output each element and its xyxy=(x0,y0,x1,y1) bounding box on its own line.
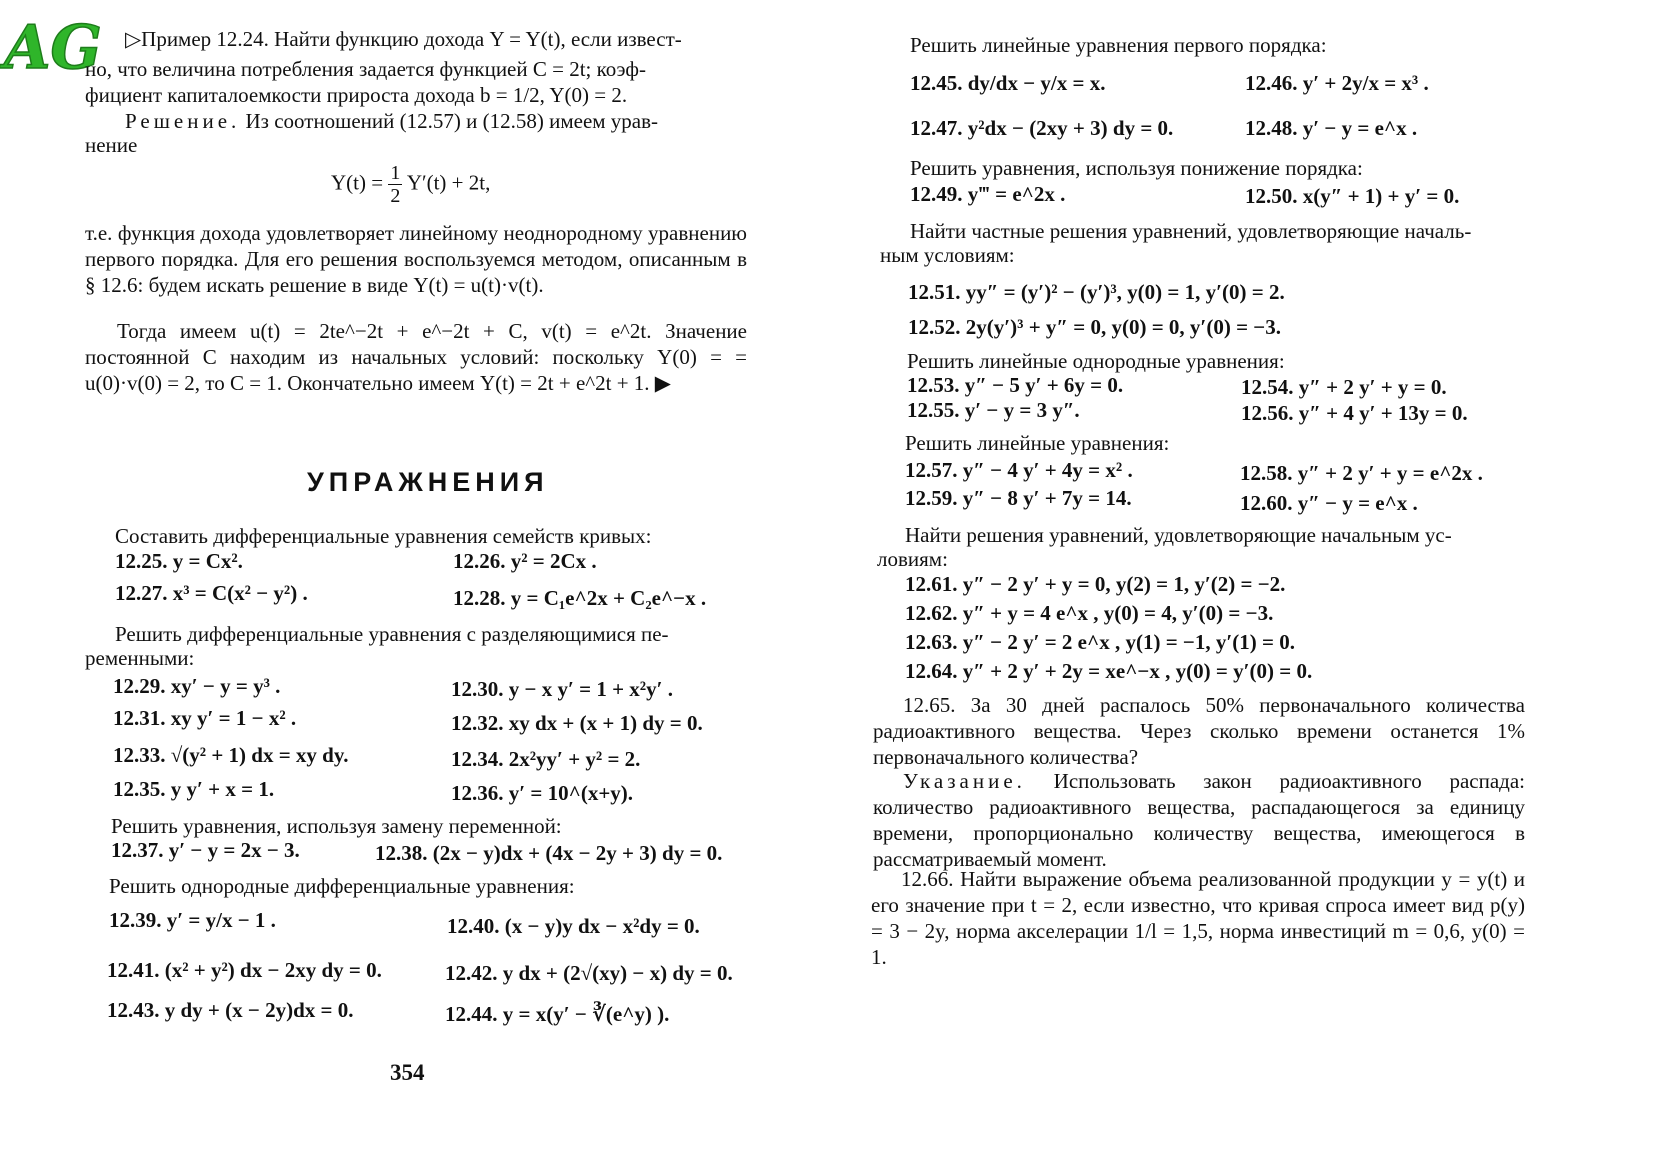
solution-line-1 xyxy=(125,108,658,134)
section-particular-2: ным условиям: xyxy=(880,243,1015,267)
exercise-12-25: 12.25. y = Cx². xyxy=(115,549,243,573)
exercise-12-56: 12.56. y″ + 4 y′ + 13y = 0. xyxy=(1241,401,1468,425)
exercise-12-27: 12.27. x³ = C(x² − y²) . xyxy=(115,581,308,605)
exercise-12-60: 12.60. y″ − y = e^x . xyxy=(1240,491,1418,515)
exercise-12-63: 12.63. y″ − 2 y′ = 2 e^x , y(1) = −1, y′(1) = 0. xyxy=(905,630,1295,654)
ag-logo xyxy=(0,0,102,90)
exercise-12-39: 12.39. y′ = y/x − 1 . xyxy=(109,908,276,932)
hint-label: Указание. xyxy=(903,769,1026,793)
section-substitution: Решить уравнения, используя замену переменной: xyxy=(111,814,562,838)
section-separable-2: ременными: xyxy=(85,646,195,670)
exercise-12-36: 12.36. y′ = 10^(x+y). xyxy=(451,781,634,805)
exercise-12-38: 12.38. (2x − y)dx + (4x − 2y + 3) dy = 0. xyxy=(375,841,723,865)
exercise-12-42: 12.42. y dx + (2√(xy) − x) dy = 0. xyxy=(445,961,733,985)
exercise-12-41: 12.41. (x² + y²) dx − 2xy dy = 0. xyxy=(107,958,382,982)
exercise-12-35: 12.35. y y′ + x = 1. xyxy=(113,777,275,801)
section-homogeneous: Решить однородные дифференциальные уравнения: xyxy=(109,874,575,898)
exercise-12-58: 12.58. y″ + 2 y′ + y = e^2x . xyxy=(1240,461,1483,485)
exercise-12-64: 12.64. y″ + 2 y′ + 2y = xe^−x , y(0) = y′(0) = 0. xyxy=(905,659,1313,683)
solution-text: Из соотношений (12.57) и (12.58) имеем урав- xyxy=(240,109,659,133)
section-initial-2: ловиям: xyxy=(877,547,948,571)
section-linear-homogeneous: Решить линейные однородные уравнения: xyxy=(907,349,1285,373)
formula-left: Y(t) = xyxy=(331,170,389,195)
exercise-12-52: 12.52. 2y(y′)³ + y″ = 0, y(0) = 0, y′(0) = −3. xyxy=(908,315,1281,339)
exercise-12-28: 12.28. y = C₁e^2x + C₂e^−x . xyxy=(453,586,707,610)
solution-line-2: нение xyxy=(85,133,138,157)
exercise-12-30: 12.30. y − x y′ = 1 + x²y′ . xyxy=(451,677,674,701)
exercise-12-37: 12.37. y′ − y = 2x − 3. xyxy=(111,838,300,862)
section-linear: Решить линейные уравнения: xyxy=(905,431,1170,455)
exercise-12-61: 12.61. y″ − 2 y′ + y = 0, y(2) = 1, y′(2) = −2. xyxy=(905,572,1286,596)
section-families: Составить дифференциальные уравнения семейств кривых: xyxy=(115,524,652,548)
exercise-12-45: 12.45. dy/dx − y/x = x. xyxy=(910,71,1106,95)
page-number: 354 xyxy=(390,1060,425,1085)
section-order-reduction: Решить уравнения, используя понижение порядка: xyxy=(910,156,1363,180)
exercise-12-55: 12.55. y′ − y = 3 y″. xyxy=(907,398,1080,422)
exercise-12-43: 12.43. y dy + (x − 2y)dx = 0. xyxy=(107,998,354,1022)
exercise-12-57: 12.57. y″ − 4 y′ + 4y = x² . xyxy=(905,458,1133,482)
exercise-12-44: 12.44. y = x(y′ − ∛(e^y) ). xyxy=(445,1002,670,1026)
exercise-12-26: 12.26. y² = 2Cx . xyxy=(453,549,597,573)
exercise-12-54: 12.54. y″ + 2 y′ + y = 0. xyxy=(1241,375,1447,399)
formula-den: 2 xyxy=(390,185,401,207)
solution-label: Решение. xyxy=(125,109,241,133)
example-paragraph-1: т.е. функция дохода удовлетворяет линейному неоднородному уравнению первого порядка. Для его решения воспользуемся методом, описанным в § 12.6: будем искать решение в виде Y(t) = u(t)·v(t). xyxy=(85,221,747,297)
hint-paragraph xyxy=(873,768,1525,872)
example-paragraph-2: Тогда имеем u(t) = 2te^−2t + e^−2t + C, v(t) = e^2t. Значение постоянной C находим из начальных условий: поскольку Y(0) = = u(0)·v(0) = 2, то C = 1. Окончательно имеем Y(t) = 2t + e^2t + 1. ▶ xyxy=(85,319,747,395)
exercise-12-47: 12.47. y²dx − (2xy + 3) dy = 0. xyxy=(910,116,1174,140)
exercise-12-65: 12.65. За 30 дней распалось 50% первоначального количества радиоактивного вещества. Через сколько времени останется 1% первоначального количества? xyxy=(873,693,1525,769)
section-particular-1: Найти частные решения уравнений, удовлетворяющие началь- xyxy=(910,219,1472,243)
exercises-heading: УПРАЖНЕНИЯ xyxy=(307,467,549,497)
logo-text: AG xyxy=(4,13,102,83)
exercise-12-48: 12.48. y′ − y = e^x . xyxy=(1245,116,1418,140)
formula xyxy=(331,162,490,207)
example-line-1: ▷Пример 12.24. Найти функцию дохода Y = Y(t), если извест- xyxy=(125,27,682,51)
exercise-12-46: 12.46. y′ + 2y/x = x³ . xyxy=(1245,71,1429,95)
exercise-12-59: 12.59. y″ − 8 y′ + 7y = 14. xyxy=(905,486,1132,510)
section-linear-first-order: Решить линейные уравнения первого порядка: xyxy=(910,33,1327,57)
exercise-12-40: 12.40. (x − y)y dx − x²dy = 0. xyxy=(447,914,700,938)
exercise-12-32: 12.32. xy dx + (x + 1) dy = 0. xyxy=(451,711,703,735)
exercise-12-66: 12.66. Найти выражение объема реализованной продукции y = y(t) и его значение при t = 2, если известно, что кривая спроса имеет вид p(y) = 3 − 2y, норма акселерации 1/l = 1,5, норма инвестиций m = 0,6, y(0) = 1. xyxy=(871,867,1525,969)
exercise-12-34: 12.34. 2x²yy′ + y² = 2. xyxy=(451,747,641,771)
hint-text: Использовать закон радиоактивного распада: количество радиоактивного вещества, распадающегося за единицу времени, пропорционально количеству вещества, имеющегося в рассматриваемый момент. xyxy=(873,769,1525,871)
formula-num: 1 xyxy=(390,162,401,184)
exercise-12-50: 12.50. x(y″ + 1) + y′ = 0. xyxy=(1245,184,1460,208)
section-initial-1: Найти решения уравнений, удовлетворяющие начальным ус- xyxy=(905,523,1452,547)
formula-fraction xyxy=(388,162,402,207)
exercise-12-53: 12.53. y″ − 5 y′ + 6y = 0. xyxy=(907,373,1124,397)
exercise-12-31: 12.31. xy y′ = 1 − x² . xyxy=(113,706,297,730)
formula-right: Y′(t) + 2t, xyxy=(406,170,491,195)
exercise-12-33: 12.33. √(y² + 1) dx = xy dy. xyxy=(113,743,349,767)
section-separable-1: Решить дифференциальные уравнения с разделяющимися пе- xyxy=(115,622,669,646)
example-line-2: но, что величина потребления задается функцией C = 2t; коэф- xyxy=(85,57,647,81)
exercise-12-51: 12.51. yy″ = (y′)² − (y′)³, y(0) = 1, y′(0) = 2. xyxy=(908,280,1285,304)
example-line-3: фициент капиталоемкости прироста дохода b = 1/2, Y(0) = 2. xyxy=(85,83,628,107)
exercise-12-49: 12.49. y‴ = e^2x . xyxy=(910,182,1066,206)
exercise-12-62: 12.62. y″ + y = 4 e^x , y(0) = 4, y′(0) = −3. xyxy=(905,601,1274,625)
exercise-12-29: 12.29. xy′ − y = y³ . xyxy=(113,674,281,698)
